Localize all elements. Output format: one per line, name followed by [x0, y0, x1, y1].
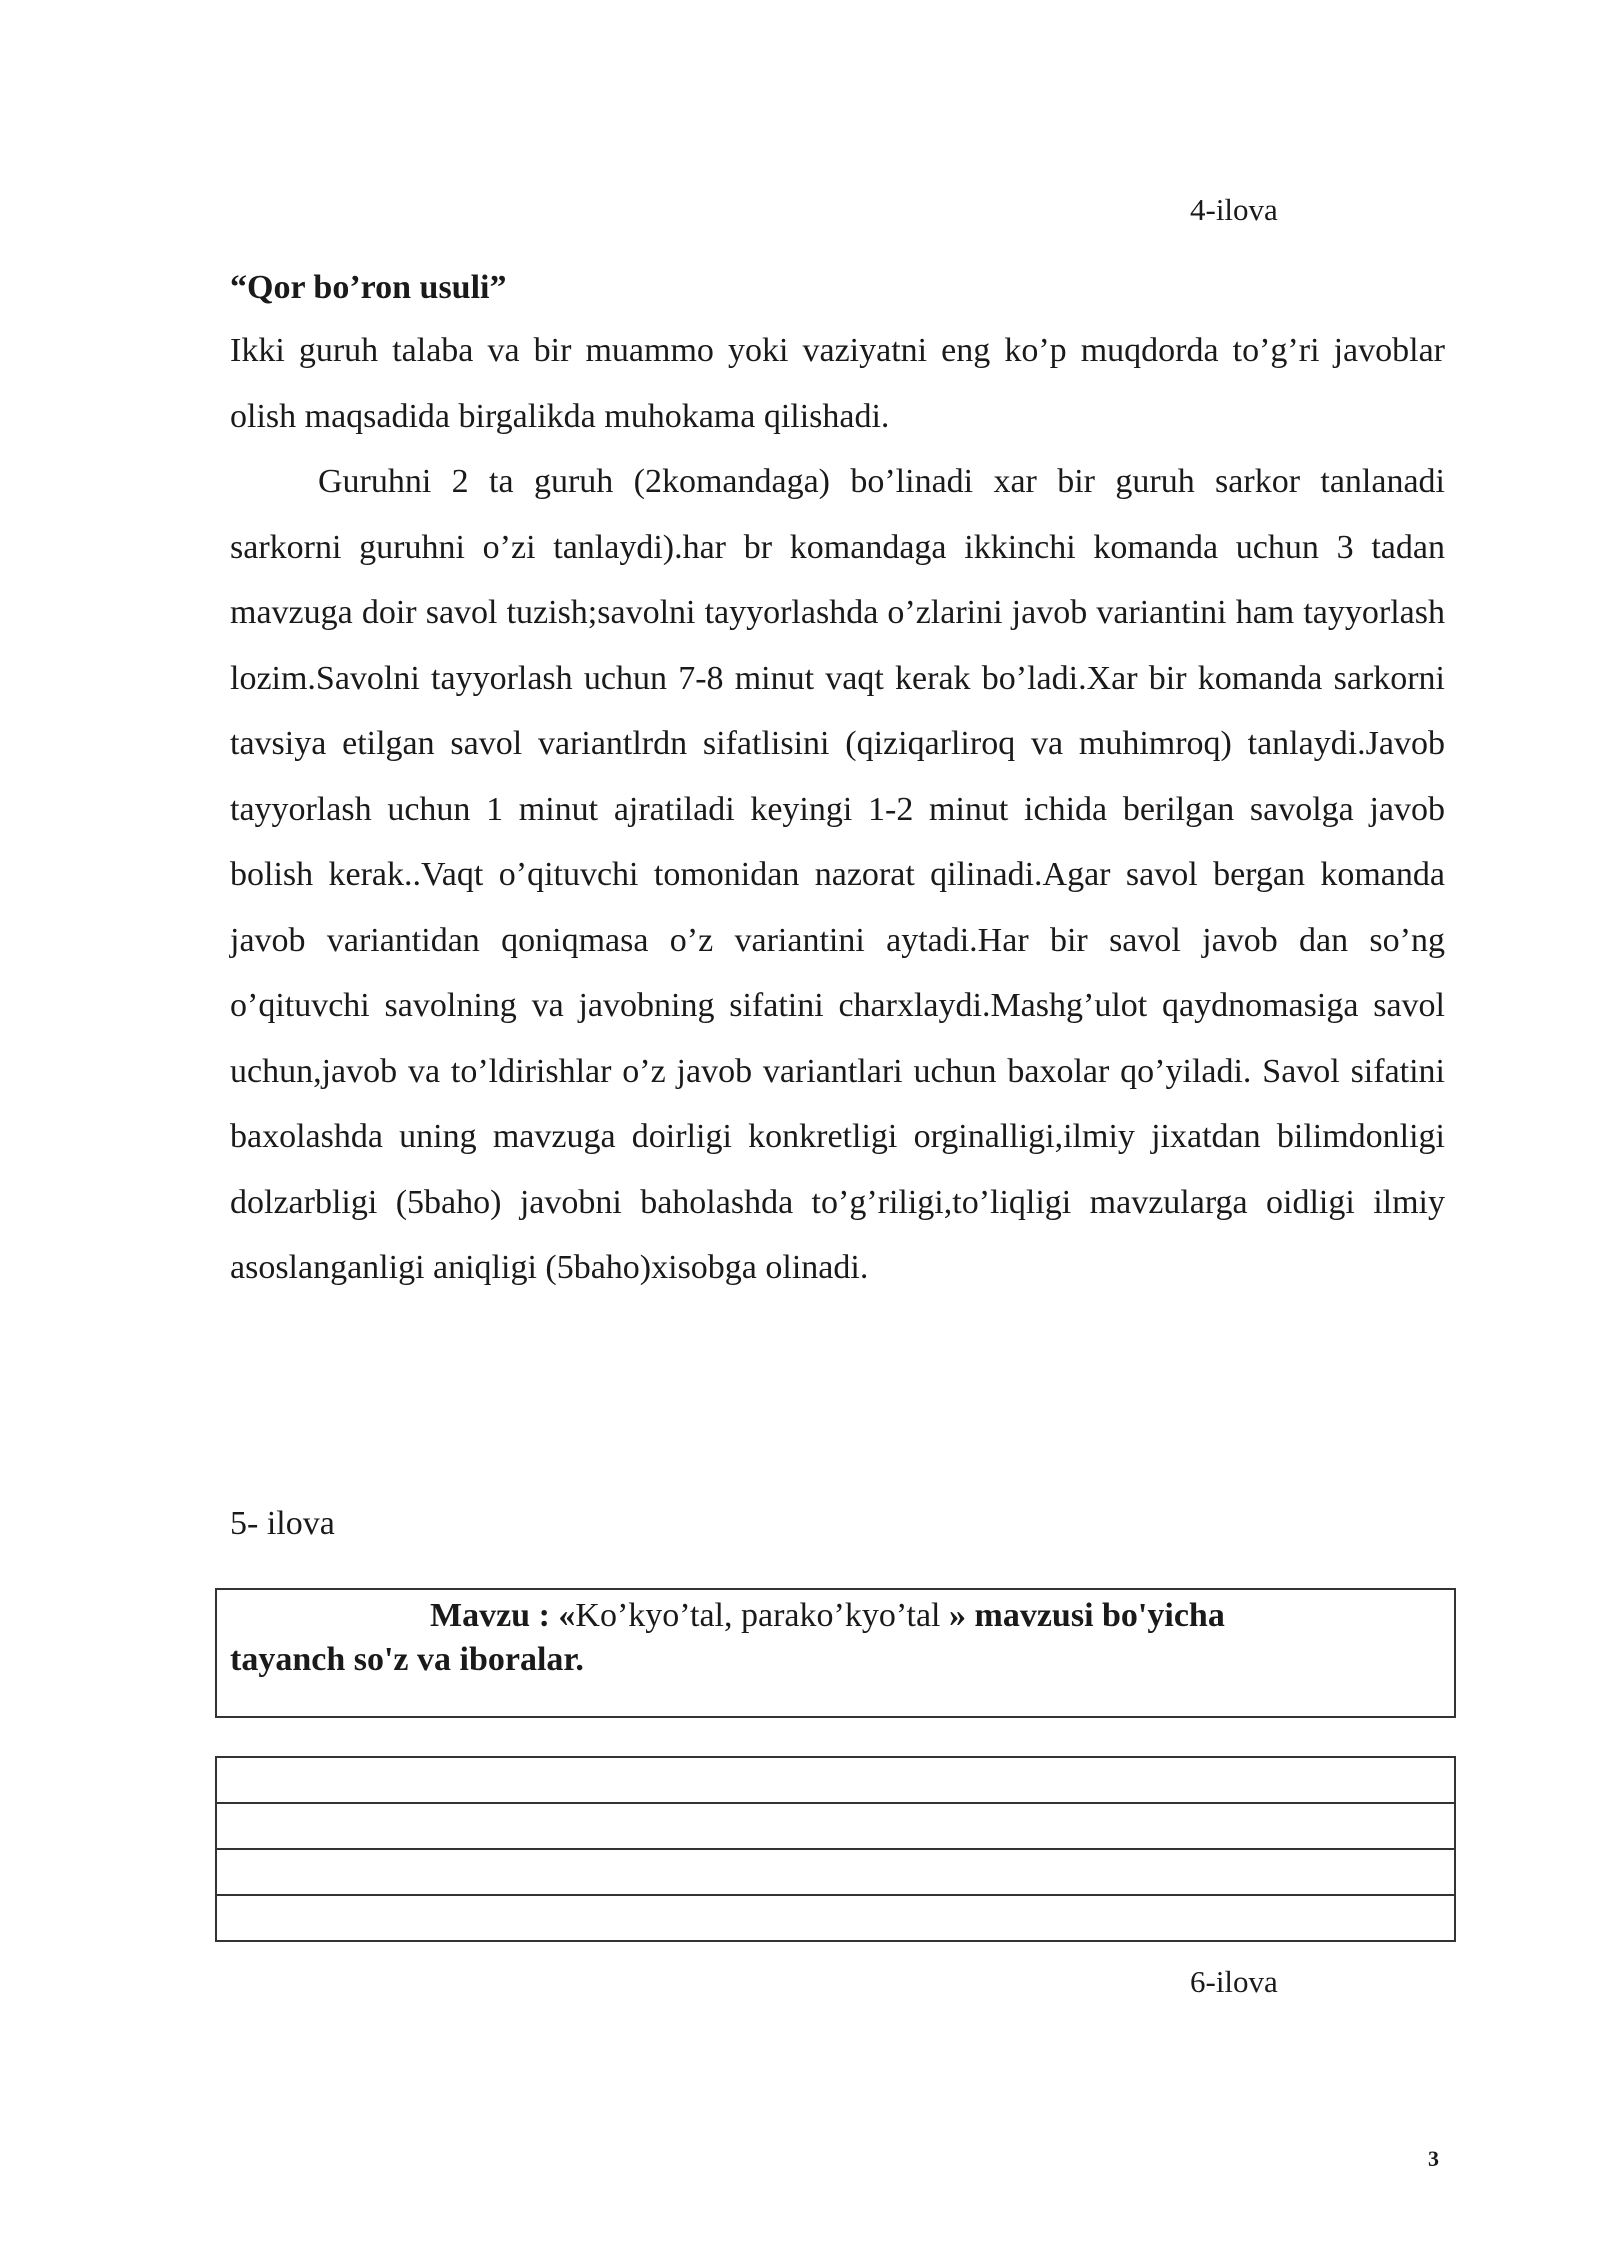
keywords-table [215, 1756, 1456, 1942]
procedure-paragraph: Guruhni 2 ta guruh (2komandaga) bo’linadi xar bir guruh sarkor tanlanadi sarkorni guruhni o’zi tanlaydi).har br komandaga ikkinchi komanda uchun 3 tadan mavzuga doir savol tuzish;savolni tayyorlashda o’zlarini javob variantini ham tayyorlash lozim.Savolni tayyorlash uchun 7-8 minut vaqt kerak bo’ladi.Xar bir komanda sarkorni tavsiya etilgan savol variantlrdn sifatlisini (qiziqarliroq va muhimroq) tanlaydi.Javob tayyorlash uchun 1 minut ajratiladi keyingi 1-2 minut ichida berilgan savolga javob bolish kerak..Vaqt o’qituvchi tomonidan nazorat qilinadi.Agar savol bergan komanda javob variantidan qoniqmasa o’z variantini aytadi.Har bir savol javob dan so’ng o’qituvchi savolning va javobning sifatini charxlaydi.Mashg’ulot qaydnomasiga savol uchun,javob va to’ldirishlar o’z javob variantlari uchun baxolar qo’yiladi. Savol sifatini baxolashda uning mavzuga doirligi konkretligi orginalligi,ilmiy jixatdan bilimdonligi dolzarbligi (5baho) javobni baholashda to’g’riligi,to’liqligi mavzularga oidligi ilmiy asoslanganligi aniqligi (5baho)xisobga olinadi. [230, 463, 1445, 1286]
topic-line-2-text: tayanch so'z va iboralar. [230, 1641, 584, 1678]
topic-box [215, 1588, 1456, 1718]
appendix-5-label: 5- ilova [230, 1505, 335, 1542]
intro-paragraph: Ikki guruh talaba va bir muammo yoki vaziyatni eng ko’p muqdorda to’g’ri javoblar olish maqsadida birgalikda muhokama qilishadi. [230, 332, 1445, 435]
method-heading: “Qor bo’ron usuli” [230, 269, 507, 306]
appendix-6-label: 6-ilova [1190, 1964, 1278, 1999]
topic-suffix: » mavzusi bo'yicha [940, 1597, 1225, 1634]
topic-title: Ko’kyo’tal, parako’kyo’tal [575, 1597, 941, 1634]
table-row [217, 1804, 1454, 1850]
table-row [217, 1758, 1454, 1804]
topic-prefix: Mavzu : « [430, 1597, 576, 1634]
topic-line-2 [230, 1638, 1454, 1682]
topic-line-1 [230, 1590, 1454, 1638]
appendix-4-label: 4-ilova [1190, 192, 1278, 227]
body-text [230, 318, 1445, 1301]
table-row [217, 1850, 1454, 1896]
table-row [217, 1896, 1454, 1940]
page-number: 3 [1428, 2146, 1439, 2171]
